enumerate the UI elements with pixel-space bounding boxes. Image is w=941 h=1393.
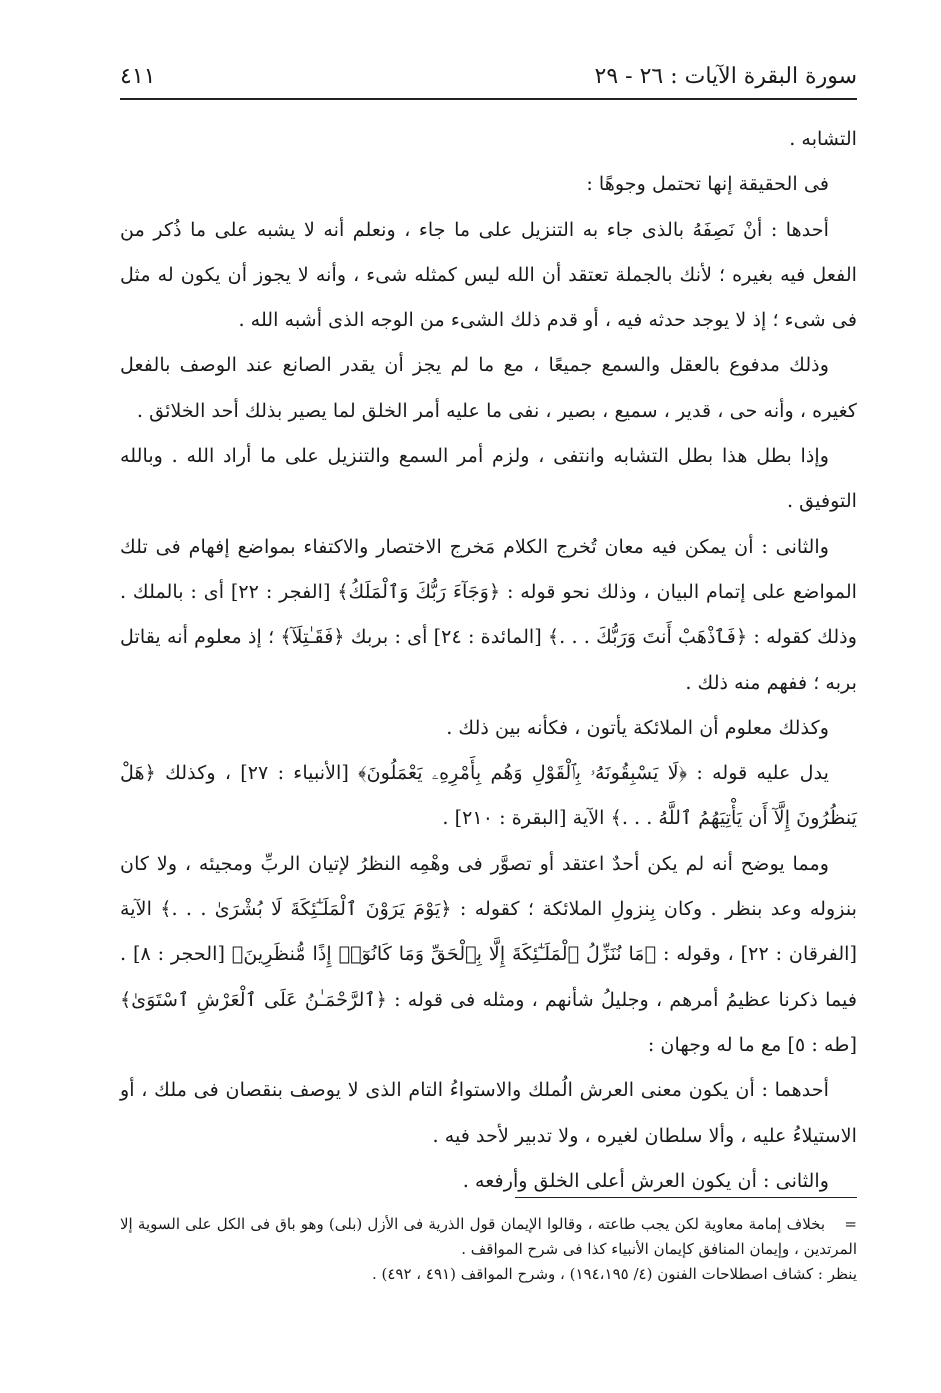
footnote-text: بخلاف إمامة معاوية لكن يجب طاعته ، وقالوا الإيمان قول الذرية فى الأزل (بلى) وهو باق فى الكل على السوية إلا المرتدين ، وإيمان المنافق كإيمان الأنبياء كذا فى شرح المواقف .: [120, 1215, 857, 1258]
paragraph: أحدهما : أن يكون معنى العرش الُملك والاستواءُ التام الذى لا يوصف بنقصان فى ملك ، أو الاستيلاءُ عليه ، وألا سلطان لغيره ، ولا تدبير لأحد فيه .: [120, 1078, 857, 1147]
footnotes: [120, 1212, 857, 1287]
header-title: سورة البقرة الآيات : ٢٦ - ٢٩: [594, 64, 857, 89]
main-text: [120, 116, 857, 1203]
paragraph: ومما يوضح أنه لم يكن أحدٌ اعتقد أو تصوَّر فى وهْمِه النظرُ لإتيان الربِّ ومجيئه ، ولا كان بنزوله وعد بنظر . وكان بِنزولِ الملائكة ؛ كقوله : ﴿يَوْمَ يَرَوْنَ ٱلْمَلَـٰٓئِكَةَ لَا بُشْرَىٰ . . .﴾ الآية [الفرقان : ٢٢] ، وقوله : ﴿مَا نُنَزِّلُ ٱلْمَلَـٰٓئِكَةَ إِلَّا بِٱلْحَقِّ وَمَا كَانُوٓا۟ إِذًا مُّنظَرِينَ﴾ [الحجر : ٨] . فيما ذكرنا عظيمُ أمرهم ، وجليلُ شأنهم ، ومثله فى قوله : ﴿ٱلرَّحْمَـٰنُ عَلَى ٱلْعَرْشِ ٱسْتَوَىٰ﴾ [طه : ٥] مع ما له وجهان :: [120, 851, 858, 1056]
paragraph: أحدها : أنْ نَصِفَهُ بالذى جاء به التنزيل على ما جاء ، ونعلم أنه لا يشبه على ما ذُكر من الفعل فيه بغيره ؛ لأنك بالجملة تعتقد أن الله ليس كمثله شىء ، وأنه لا يجوز أن يكون له مثل فى شىء ؛ إذ لا يوجد حدثه فيه ، أو قدم ذلك الشىء من الوجه الذى أشبه الله .: [120, 217, 857, 332]
running-header: [120, 58, 857, 100]
paragraph: التشابه .: [789, 127, 857, 150]
page-number: ٤١١: [120, 64, 156, 89]
footnote-line: ينظر : كشاف اصطلاحات الفنون (٤/ ١٩٤،١٩٥) ، وشرح المواقف (٤٩١ ، ٤٩٢) .: [371, 1265, 857, 1283]
paragraph: فى الحقيقة إنها تحتمل وجوهًا :: [586, 172, 829, 196]
paragraph: وإذا بطل هذا بطل التشابه وانتفى ، ولزم أمر السمع والتنزيل على ما أراد الله . وبالله التوفيق .: [120, 444, 857, 513]
paragraph: وكذلك معلوم أن الملائكة يأتون ، فكأنه بين ذلك .: [446, 715, 829, 739]
paragraph: وذلك مدفوع بالعقل والسمع جميعًا ، مع ما لم يجز أن يقدر الصانع عند الوصف بالفعل كغيره ، وأنه حى ، قدير ، سميع ، بصير ، نفى ما عليه أمر الخلق لما يصير بذلك أحد الخلائق .: [120, 353, 857, 422]
footnote-continuation-marker: =: [844, 1215, 857, 1233]
footnote-separator: [515, 1197, 857, 1198]
paragraph: والثانى : أن يكون العرش أعلى الخلق وأرفعه .: [462, 1168, 829, 1192]
paragraph: يدل عليه قوله : ﴿لَا يَسْبِقُونَهُۥ بِٱلْقَوْلِ وَهُم بِأَمْرِهِۦ يَعْمَلُونَ﴾ [الأنبياء : ٢٧] ، وكذلك ﴿هَلْ يَنظُرُونَ إِلَّآ أَن يَأْتِيَهُمُ ٱللَّهُ . . .﴾ الآية [البقرة : ٢١٠] .: [120, 761, 857, 830]
paragraph: والثانى : أن يمكن فيه معان تُخرج الكلام مَخرج الاختصار والاكتفاء بمواضع إفهام فى تلك المواضع على إتمام البيان ، وذلك نحو قوله : ﴿وَجَآءَ رَبُّكَ وَٱلْمَلَكُ﴾ [الفجر : ٢٢] أى : بالملك . وذلك كقوله : ﴿فَٱذْهَبْ أَنتَ وَرَبُّكَ . . .﴾ [المائدة : ٢٤] أى : بربك ﴿فَقَـٰتِلَآ﴾ ؛ إذ معلوم أنه يقاتل بربه ؛ ففهم منه ذلك .: [120, 534, 857, 694]
footnote-line: [120, 1212, 857, 1262]
